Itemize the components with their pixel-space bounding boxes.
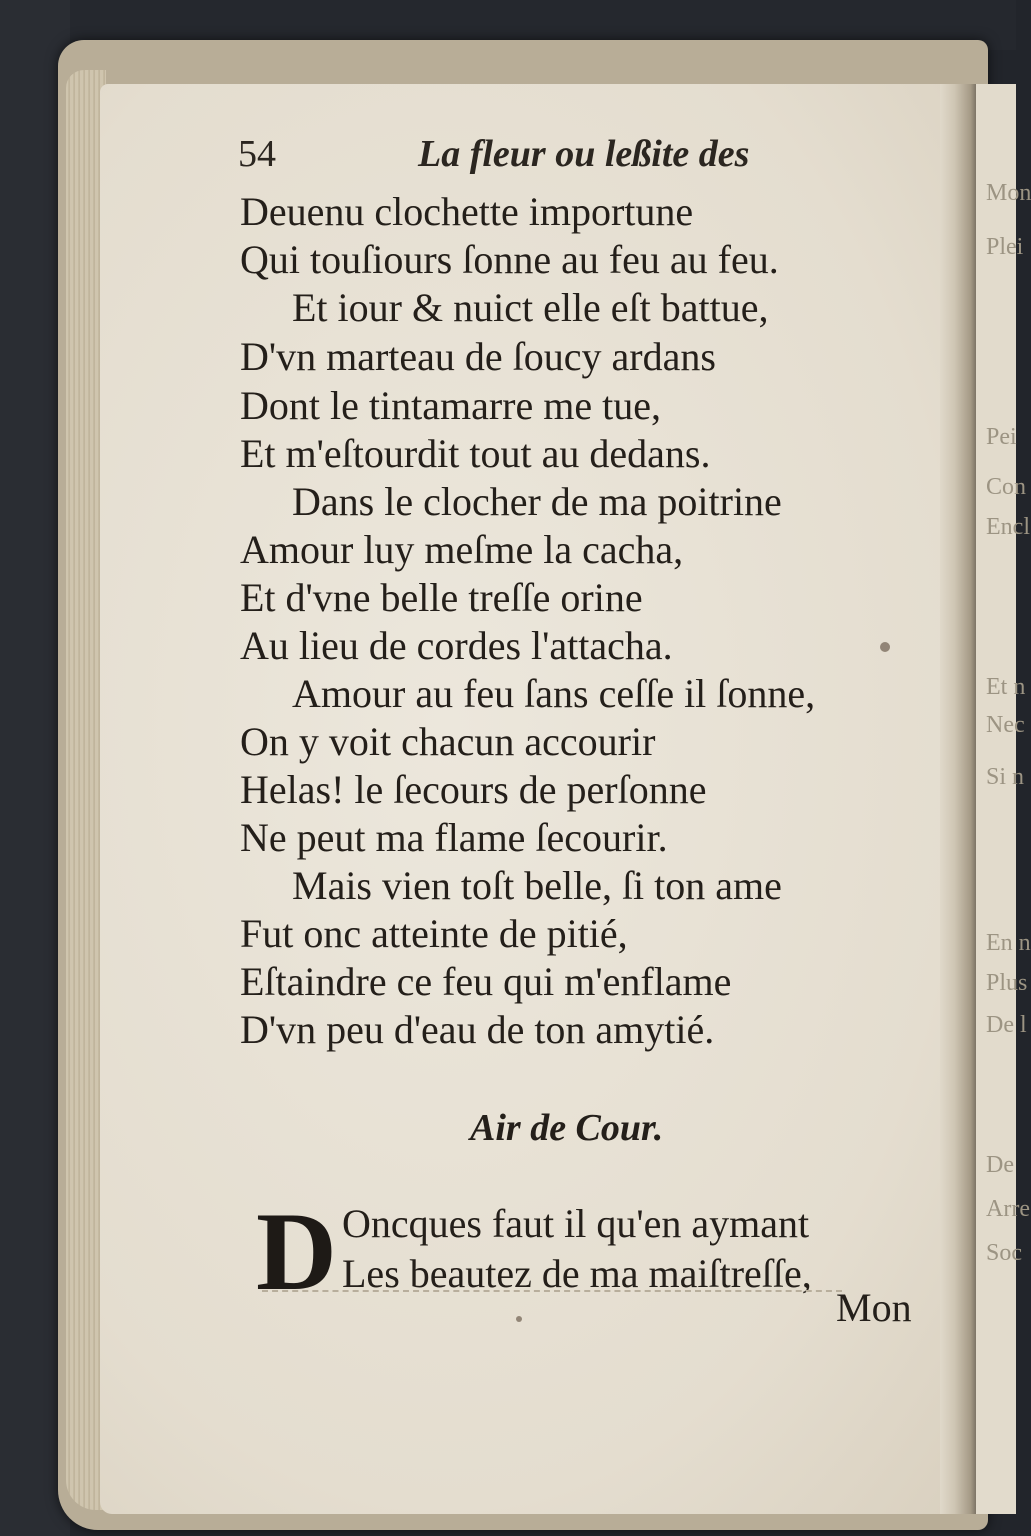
verse-line: Mais vien toſt belle, ſi ton ame [292, 863, 782, 908]
ink-spot [880, 642, 890, 652]
verse-line: Amour au feu ſans ceſſe il ſonne, [292, 671, 816, 716]
verse-line: D'vn peu d'eau de ton amytié. [240, 1007, 715, 1052]
facing-fragment: Mon [986, 180, 1031, 206]
facing-fragment: Con [986, 474, 1027, 500]
verse-line: Eſtaindre ce feu qui m'enflame [240, 959, 732, 1004]
facing-fragment: En n [986, 930, 1031, 956]
verse-line: On y voit chacun accourir [240, 719, 656, 764]
verse-line: Et d'vne belle treſſe orine [240, 575, 643, 620]
verse-line: D'vn marteau de ſoucy ardans [240, 334, 716, 379]
facing-fragment: Arre [986, 1196, 1030, 1222]
catchword: Mon [836, 1285, 912, 1330]
drop-cap: D [256, 1190, 337, 1314]
verse-line: Et m'eſtourdit tout au dedans. [240, 431, 711, 476]
facing-fragment: Plus [986, 970, 1028, 996]
verse-line: Qui touſiours ſonne au feu au feu. [240, 237, 779, 282]
facing-page [976, 84, 1031, 1514]
facing-fragment: De [986, 1152, 1014, 1178]
section-line: Les beautez de ma maiſtreſſe, [342, 1251, 812, 1296]
verse-line: Amour luy meſme la cacha, [240, 527, 684, 572]
page-number: 54 [238, 133, 276, 175]
verse-line: Dont le tintamarre me tue, [240, 383, 661, 428]
ink-spot [516, 1316, 522, 1322]
verse-line: Deuenu clochette importune [240, 189, 694, 234]
verse-line: Ne peut ma flame ſecourir. [240, 815, 668, 860]
facing-fragment: De l [986, 1012, 1027, 1038]
bleed-through-rule [262, 1290, 842, 1292]
verse-line: Dans le clocher de ma poitrine [292, 479, 782, 524]
facing-fragment: Encl [986, 514, 1030, 540]
section-heading: Air de Cour. [470, 1107, 664, 1149]
facing-fragment: Si n [986, 764, 1025, 790]
facing-fragment: Pei [986, 424, 1017, 450]
verse-line: Et iour & nuict elle eſt battue, [292, 285, 769, 330]
facing-fragment: Soc [986, 1240, 1022, 1266]
book-gutter [940, 84, 976, 1514]
facing-fragment: Nec [986, 712, 1025, 738]
section-line: Oncques faut il qu'en aymant [342, 1201, 810, 1246]
facing-fragment: Et n [986, 674, 1026, 700]
verse-line: Au lieu de cordes l'attacha. [240, 623, 673, 668]
verse-line: Fut onc atteinte de pitié, [240, 911, 628, 956]
facing-fragment: Plei [986, 234, 1024, 260]
verse-line: Helas! le ſecours de perſonne [240, 767, 707, 812]
running-title: La fleur ou leßite des [418, 133, 750, 175]
